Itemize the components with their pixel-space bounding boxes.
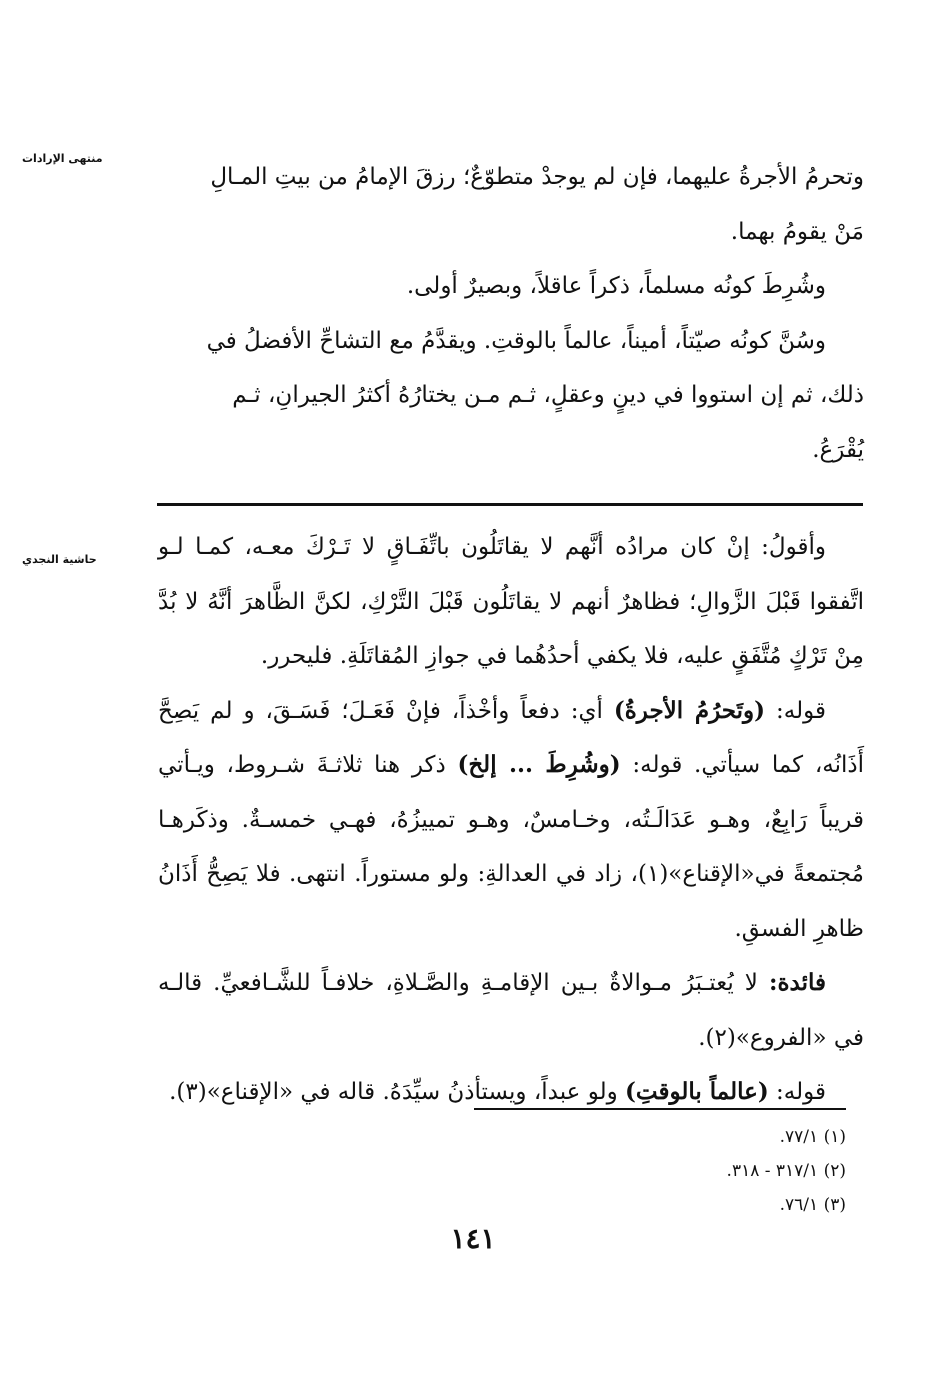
footnote-divider bbox=[474, 1108, 846, 1110]
footnote: (٢) ٣١٧/١ - ٣١٨. bbox=[726, 1161, 846, 1181]
matn-text bbox=[158, 150, 864, 477]
matn-line: مَنْ يقومُ بهما. bbox=[730, 218, 864, 245]
text: قوله: bbox=[768, 1079, 826, 1105]
hashiya-paragraph bbox=[158, 1065, 864, 1120]
section-divider bbox=[157, 503, 863, 506]
quoted-term: (وتَحرُمُ الأجرةُ) bbox=[613, 696, 766, 724]
matn-line: يُقْرَعُ. bbox=[812, 436, 864, 463]
text: أي: دفعاً وأخْذاً، فإنْ فَعَـلَ؛ فَسَـقَ، و لم يَصِحَّ أَذَانُه، كما سيأتي. قوله: bbox=[158, 697, 865, 778]
side-label-muntaha: منتهى الإرادات bbox=[22, 152, 103, 165]
hashiya-paragraph bbox=[158, 684, 864, 957]
matn-line: وشُرِطَ كونُه مسلماً، ذكراً عاقلاً، وبصيرٌ أولى. bbox=[406, 273, 826, 299]
page-number: ١٤١ bbox=[450, 1222, 496, 1255]
matn-line: وتحرمُ الأجرةُ عليهما، فإن لم يوجدْ متطوّعٌ؛ رزقَ الإمامُ من بيتِ المـالِ bbox=[210, 164, 864, 190]
footnotes bbox=[480, 1120, 846, 1222]
text: ولو عبداً، ويستأذنُ سيِّدَهُ. قاله في «الإقناع»(٣). bbox=[169, 1079, 626, 1105]
hashiya-paragraph bbox=[158, 956, 864, 1065]
hashiya-text bbox=[158, 520, 864, 1120]
hashiya-paragraph: وأقولُ: إنْ كان مرادُه أنَّهم لا يقاتَلُون باتِّفَـاقٍ لا تَـرْكَ معـه، كمـا لـو اتَّفقوا قَبْلَ الزَّوالِ؛ فظاهرٌ أنهم لا يقاتَلُون قَبْلَ التَّرْكِ، لكنَّ الظَّاهرَ أنَّهُ لا بُدَّ مِنْ تَرْكٍ مُتَّفَقٍ عليه، فلا يكفي أحدُهُما في جوازِ المُقاتَلَةِ. فليحرر. bbox=[158, 534, 864, 669]
footnote: (١) ٧٧/١. bbox=[779, 1127, 846, 1147]
text: قوله: bbox=[765, 697, 826, 724]
faida-label: فائدة: bbox=[768, 969, 826, 996]
side-label-hashiya: حاشية النجدي bbox=[22, 553, 97, 566]
matn-line: ذلك، ثم إن استووا في دينٍ وعقلٍ، ثـم مـن يختارُهُ أكثرُ الجيرانِ، ثـم bbox=[232, 382, 864, 408]
text: ذكر هنا ثلاثـةَ شـروط، ويـأتي قريباً رَابِعٌ، وهـو عَدَالَـتُه، وخـامسٌ، وهـو تمييزُهُ، فهـي خمسـةٌ. وذكَرهـا مُجتمعةً في«الإقناع»(١)، زاد في العدالةِ: ولو مستوراً. انتهى. فلا يَصِحُّ أَذَانُ ظاهرِ الفسقِ. bbox=[158, 752, 864, 942]
quoted-term: (وشُرِطَ ... إلخ) bbox=[457, 751, 621, 778]
matn-line: وسُنَّ كونُه صيّتاً، أميناً، عالماً بالوقتِ. ويقدَّمُ مع التشاحِّ الأفضلُ في bbox=[206, 327, 826, 354]
text: لا يُعتـبَرُ مـوالاةٌ بـين الإقامـةِ والصَّـلاةِ، خلافـاً للشَّـافعيِّ. قالـه في «الفروع»(٢). bbox=[158, 970, 864, 1051]
quoted-term: (عالماً بالوقتِ) bbox=[625, 1078, 769, 1105]
footnote: (٣) ٧٦/١. bbox=[779, 1195, 846, 1215]
